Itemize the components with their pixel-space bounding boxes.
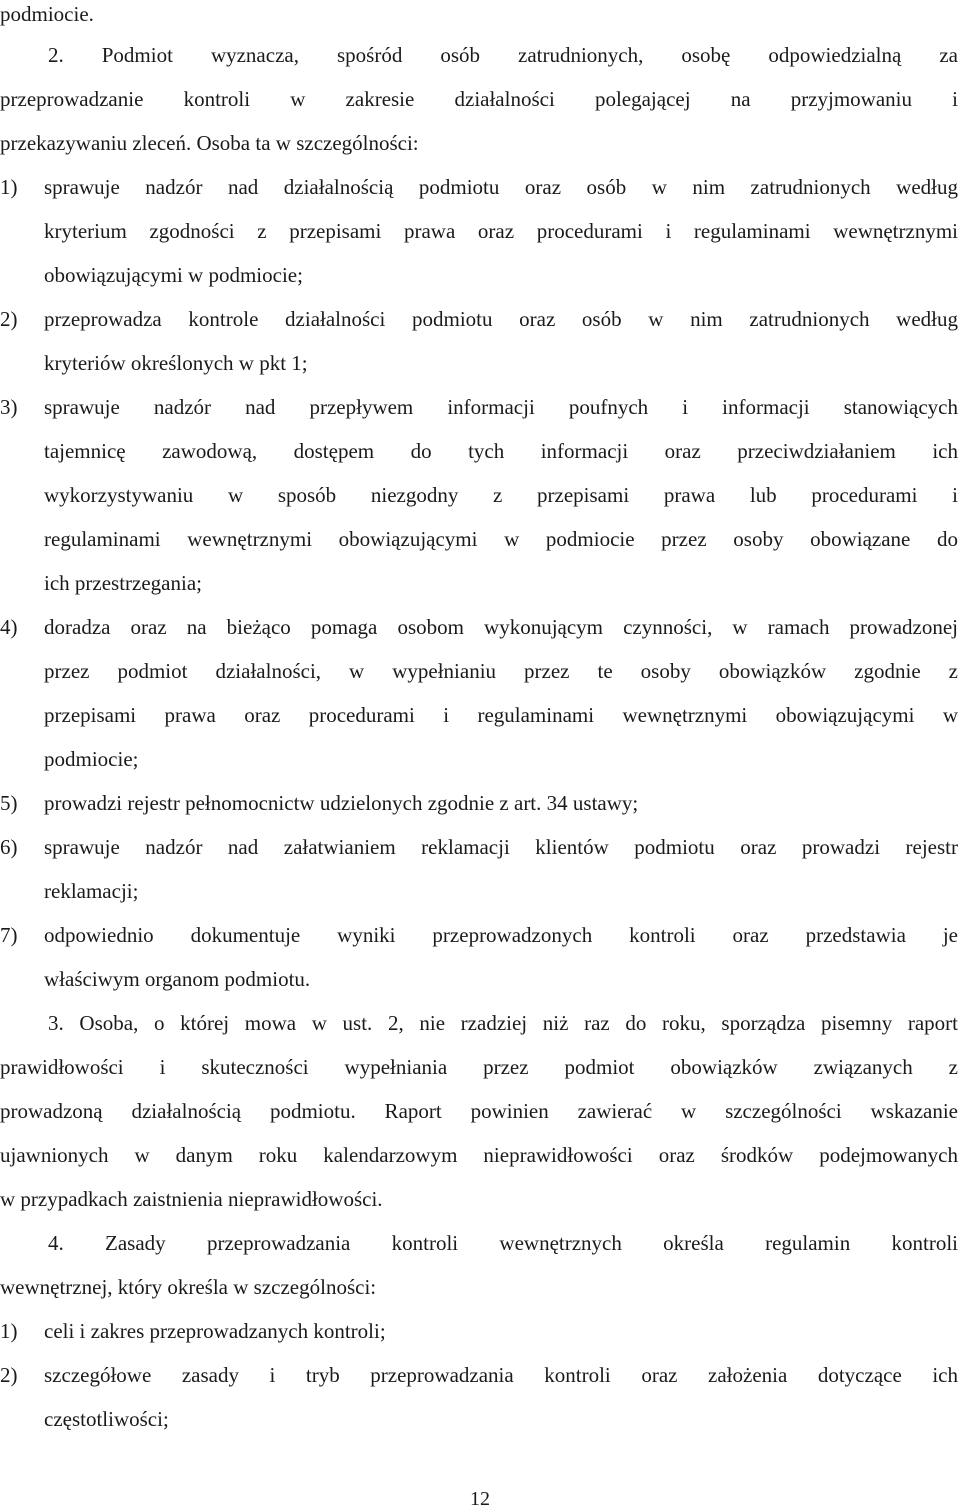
text-line: reklamacji; bbox=[44, 879, 139, 903]
text-line: wykorzystywaniu w sposób niezgodny z przepisami prawa lub procedurami i bbox=[44, 483, 958, 507]
list-number: 1) bbox=[0, 1319, 18, 1343]
text-line: prowadzoną działalnością podmiotu. Raport powinien zawierać w szczególności wskazanie bbox=[0, 1099, 958, 1123]
page-number: 12 bbox=[470, 1488, 490, 1510]
list-number: 4) bbox=[0, 615, 18, 639]
text-line: w przypadkach zaistnienia nieprawidłowości. bbox=[0, 1187, 383, 1211]
text-line: przeprowadzanie kontroli w zakresie działalności polegającej na przyjmowaniu i bbox=[0, 87, 958, 111]
text-line: regulaminami wewnętrznymi obowiązującymi w podmiocie przez osoby obowiązane do bbox=[44, 527, 958, 551]
text-line: doradza oraz na bieżąco pomaga osobom wykonującym czynności, w ramach prowadzonej bbox=[44, 615, 958, 639]
text-line: kryterium zgodności z przepisami prawa oraz procedurami i regulaminami wewnętrznymi bbox=[44, 219, 958, 243]
list-item bbox=[0, 305, 958, 333]
text-line: 3. Osoba, o której mowa w ust. 2, nie rzadziej niż raz do roku, sporządza pisemny raport bbox=[48, 1011, 958, 1035]
text-line: wewnętrznej, który określa w szczególności: bbox=[0, 1275, 377, 1299]
text-line: szczegółowe zasady i tryb przeprowadzania kontroli oraz założenia dotyczące ich bbox=[44, 1363, 958, 1387]
text-line: przekazywaniu zleceń. Osoba ta w szczególności: bbox=[0, 131, 419, 155]
text-line: odpowiednio dokumentuje wyniki przeprowadzonych kontroli oraz przedstawia je bbox=[44, 923, 958, 947]
text-line: kryteriów określonych w pkt 1; bbox=[44, 351, 308, 375]
text-line: 4. Zasady przeprowadzania kontroli wewnętrznych określa regulamin kontroli bbox=[48, 1231, 958, 1255]
text-line: częstotliwości; bbox=[44, 1407, 169, 1431]
list-number: 7) bbox=[0, 923, 18, 947]
text-line: podmiocie. bbox=[0, 2, 94, 26]
list-item bbox=[0, 173, 958, 201]
list-number: 5) bbox=[0, 791, 18, 815]
text-line: prowadzi rejestr pełnomocnictw udzielonych zgodnie z art. 34 ustawy; bbox=[44, 791, 639, 815]
list-item bbox=[0, 789, 958, 817]
text-line: właściwym organom podmiotu. bbox=[44, 967, 311, 991]
text-line: 2. Podmiot wyznacza, spośród osób zatrudnionych, osobę odpowiedzialną za bbox=[48, 43, 958, 67]
text-line: sprawuje nadzór nad działalnością podmiotu oraz osób w nim zatrudnionych według bbox=[44, 175, 958, 199]
text-line: sprawuje nadzór nad przepływem informacji poufnych i informacji stanowiących bbox=[44, 395, 958, 419]
list-number: 1) bbox=[0, 175, 18, 199]
text-line: prawidłowości i skuteczności wypełniania przez podmiot obowiązków związanych z bbox=[0, 1055, 958, 1079]
list-number: 6) bbox=[0, 835, 18, 859]
list-item bbox=[0, 833, 958, 861]
text-line: obowiązującymi w podmiocie; bbox=[44, 263, 303, 287]
text-line: tajemnicę zawodową, dostępem do tych informacji oraz przeciwdziałaniem ich bbox=[44, 439, 958, 463]
text-line: przez podmiot działalności, w wypełnianiu przez te osoby obowiązków zgodnie z bbox=[44, 659, 958, 683]
text-line: ujawnionych w danym roku kalendarzowym nieprawidłowości oraz środków podejmowanych bbox=[0, 1143, 958, 1167]
text-line: przepisami prawa oraz procedurami i regulaminami wewnętrznymi obowiązującymi w bbox=[44, 703, 958, 727]
list-item bbox=[0, 393, 958, 421]
list-number: 2) bbox=[0, 1363, 18, 1387]
text-line: ich przestrzegania; bbox=[44, 571, 202, 595]
list-number: 3) bbox=[0, 395, 18, 419]
text-line: podmiocie; bbox=[44, 747, 139, 771]
text-line: celi i zakres przeprowadzanych kontroli; bbox=[44, 1319, 386, 1343]
text-line: sprawuje nadzór nad załatwianiem reklamacji klientów podmiotu oraz prowadzi rejestr bbox=[44, 835, 958, 859]
text-line: przeprowadza kontrole działalności podmiotu oraz osób w nim zatrudnionych według bbox=[44, 307, 958, 331]
list-number: 2) bbox=[0, 307, 18, 331]
list-item bbox=[0, 1317, 958, 1345]
list-item bbox=[0, 921, 958, 949]
list-item bbox=[0, 1361, 958, 1389]
list-item bbox=[0, 613, 958, 641]
